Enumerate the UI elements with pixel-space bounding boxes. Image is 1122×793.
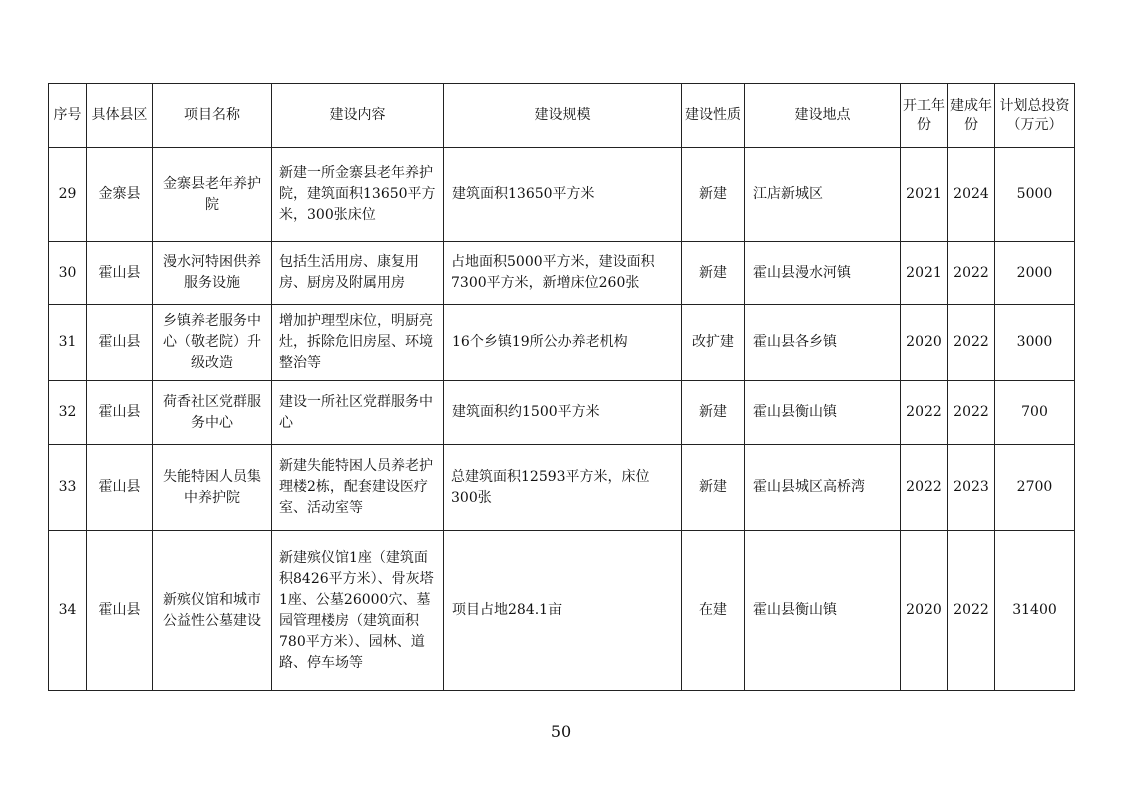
- header-start-year: 开工年份: [901, 84, 948, 148]
- cell-location: 霍山县各乡镇: [745, 305, 901, 381]
- header-nature: 建设性质: [682, 84, 745, 148]
- cell-location: 霍山县衡山镇: [745, 531, 901, 691]
- cell-location: 霍山县衡山镇: [745, 381, 901, 445]
- cell-nature: 改扩建: [682, 305, 745, 381]
- cell-seq: 29: [49, 148, 87, 242]
- cell-start-year: 2020: [901, 531, 948, 691]
- cell-county: 金寨县: [87, 148, 153, 242]
- cell-nature: 新建: [682, 148, 745, 242]
- table-row: [49, 531, 1075, 691]
- cell-nature: 在建: [682, 531, 745, 691]
- table-row: [49, 305, 1075, 381]
- cell-content: 新建一所金寨县老年养护院，建筑面积13650平方米，300张床位: [272, 148, 444, 242]
- cell-location: 霍山县城区高桥湾: [745, 445, 901, 531]
- header-finish-year: 建成年份: [948, 84, 995, 148]
- cell-scale: 项目占地284.1亩: [444, 531, 682, 691]
- project-table: [48, 83, 1075, 691]
- cell-content: 包括生活用房、康复用房、厨房及附属用房: [272, 242, 444, 305]
- header-row: [49, 84, 1075, 148]
- cell-seq: 32: [49, 381, 87, 445]
- table-row: [49, 381, 1075, 445]
- cell-name: 乡镇养老服务中心（敬老院）升级改造: [153, 305, 272, 381]
- cell-location: 霍山县漫水河镇: [745, 242, 901, 305]
- cell-finish-year: 2022: [948, 531, 995, 691]
- cell-seq: 31: [49, 305, 87, 381]
- cell-content: 增加护理型床位，明厨亮灶，拆除危旧房屋、环境整治等: [272, 305, 444, 381]
- cell-county: 霍山县: [87, 305, 153, 381]
- cell-location: 江店新城区: [745, 148, 901, 242]
- cell-name: 新殡仪馆和城市公益性公墓建设: [153, 531, 272, 691]
- cell-investment: 31400: [995, 531, 1075, 691]
- header-county: 具体县区: [87, 84, 153, 148]
- cell-name: 失能特困人员集中养护院: [153, 445, 272, 531]
- cell-finish-year: 2022: [948, 381, 995, 445]
- cell-start-year: 2022: [901, 445, 948, 531]
- cell-nature: 新建: [682, 242, 745, 305]
- header-location: 建设地点: [745, 84, 901, 148]
- cell-content: 建设一所社区党群服务中心: [272, 381, 444, 445]
- header-seq: 序号: [49, 84, 87, 148]
- cell-content: 新建殡仪馆1座（建筑面积8426平方米）、骨灰塔1座、公墓26000穴、墓园管理楼房（建筑面积780平方米）、园林、道路、停车场等: [272, 531, 444, 691]
- cell-seq: 34: [49, 531, 87, 691]
- header-investment: 计划总投资（万元）: [995, 84, 1075, 148]
- cell-name: 金寨县老年养护院: [153, 148, 272, 242]
- table-row: [49, 445, 1075, 531]
- cell-scale: 总建筑面积12593平方米，床位300张: [444, 445, 682, 531]
- header-content: 建设内容: [272, 84, 444, 148]
- cell-finish-year: 2023: [948, 445, 995, 531]
- cell-county: 霍山县: [87, 445, 153, 531]
- cell-county: 霍山县: [87, 242, 153, 305]
- table-row: [49, 242, 1075, 305]
- cell-nature: 新建: [682, 381, 745, 445]
- cell-start-year: 2021: [901, 242, 948, 305]
- cell-name: 漫水河特困供养服务设施: [153, 242, 272, 305]
- header-name: 项目名称: [153, 84, 272, 148]
- cell-scale: 占地面积5000平方米，建设面积7300平方米，新增床位260张: [444, 242, 682, 305]
- cell-investment: 700: [995, 381, 1075, 445]
- cell-start-year: 2020: [901, 305, 948, 381]
- cell-nature: 新建: [682, 445, 745, 531]
- cell-scale: 建筑面积约1500平方米: [444, 381, 682, 445]
- cell-seq: 30: [49, 242, 87, 305]
- page-number: 50: [550, 722, 572, 741]
- cell-scale: 建筑面积13650平方米: [444, 148, 682, 242]
- cell-investment: 3000: [995, 305, 1075, 381]
- cell-county: 霍山县: [87, 531, 153, 691]
- cell-start-year: 2022: [901, 381, 948, 445]
- cell-seq: 33: [49, 445, 87, 531]
- cell-investment: 5000: [995, 148, 1075, 242]
- cell-name: 荷香社区党群服务中心: [153, 381, 272, 445]
- cell-investment: 2000: [995, 242, 1075, 305]
- cell-scale: 16个乡镇19所公办养老机构: [444, 305, 682, 381]
- cell-finish-year: 2024: [948, 148, 995, 242]
- cell-start-year: 2021: [901, 148, 948, 242]
- cell-county: 霍山县: [87, 381, 153, 445]
- header-scale: 建设规模: [444, 84, 682, 148]
- cell-finish-year: 2022: [948, 242, 995, 305]
- table-row: [49, 148, 1075, 242]
- cell-content: 新建失能特困人员养老护理楼2栋，配套建设医疗室、活动室等: [272, 445, 444, 531]
- cell-investment: 2700: [995, 445, 1075, 531]
- cell-finish-year: 2022: [948, 305, 995, 381]
